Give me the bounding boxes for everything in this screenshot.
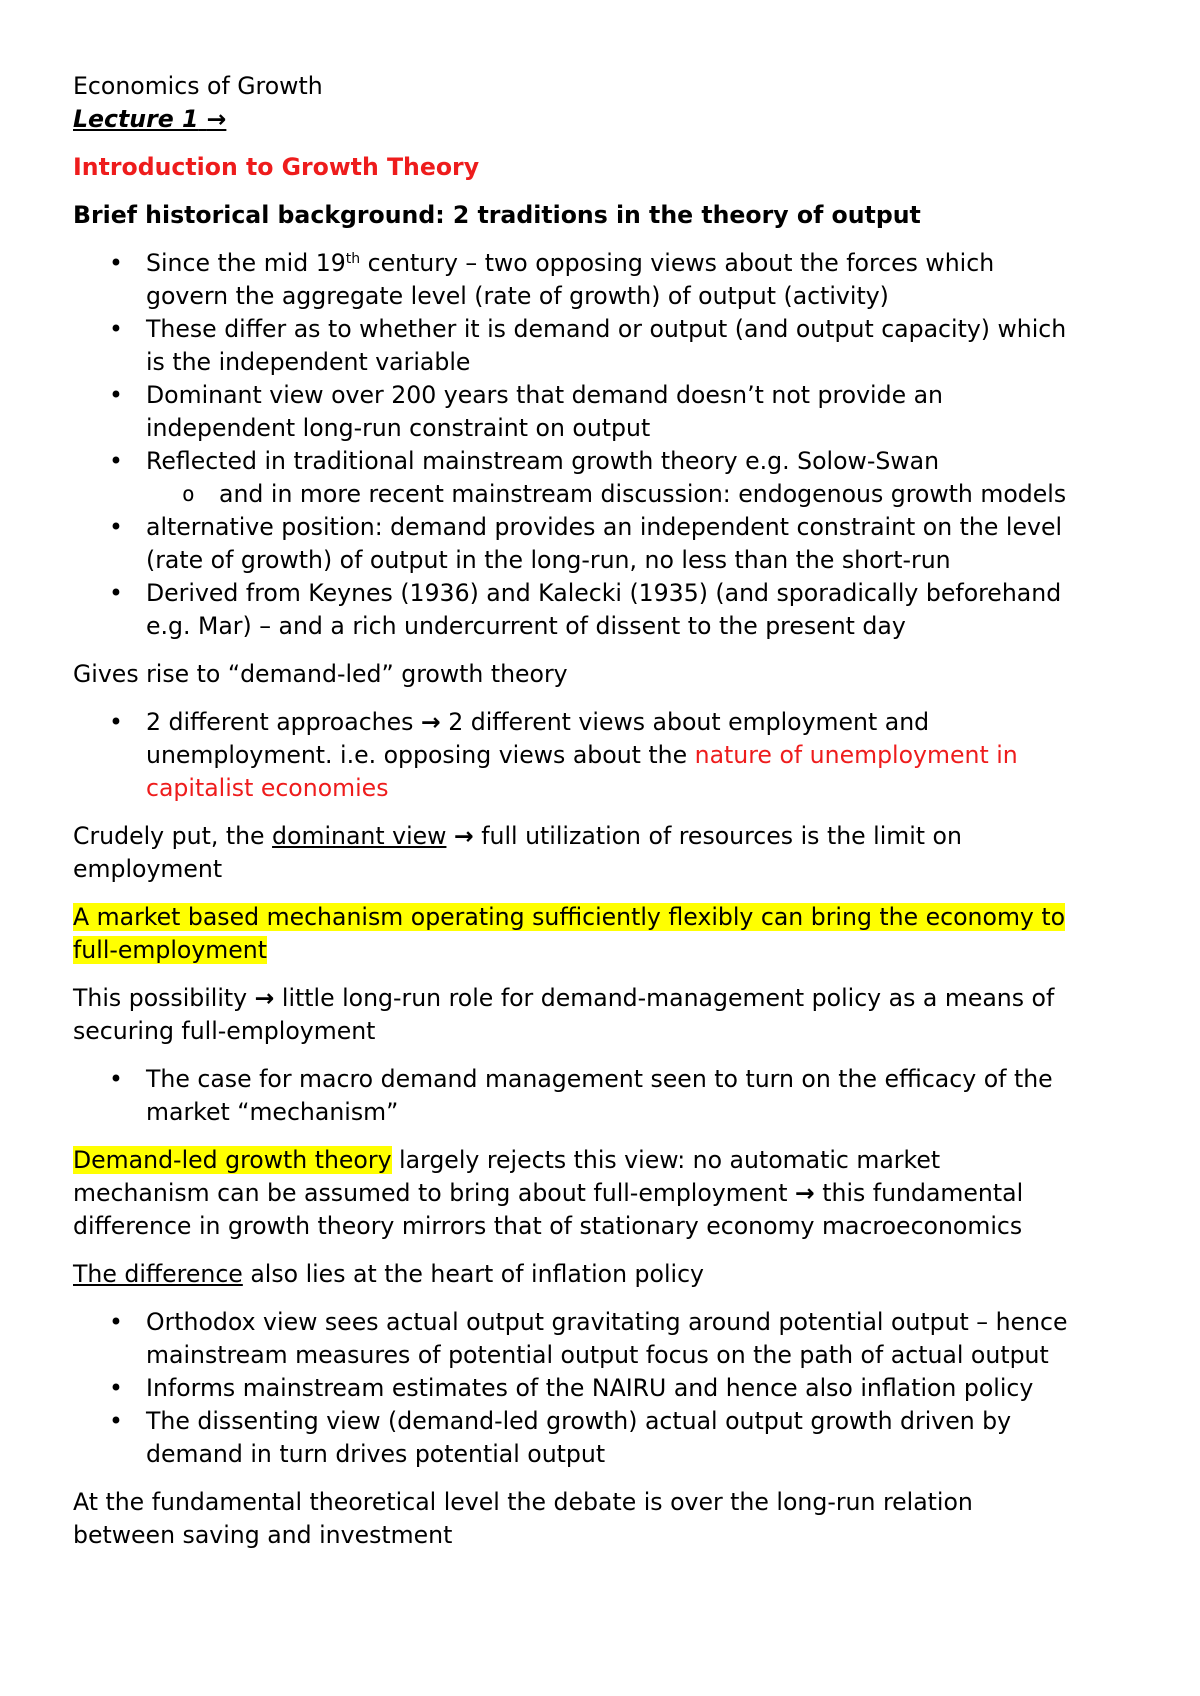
arrow-right-icon: →	[420, 708, 441, 736]
course-title: Economics of Growth	[73, 72, 323, 100]
list-item: • Since the mid 19th century – two opposing views about the forces which govern the aggregate level (rate of growth) of output (activity)	[109, 249, 995, 310]
arrow-right-icon: →	[794, 1179, 815, 1207]
list-item: • 2 different approaches → 2 different views about employment and unemployment. i.e. opposing views about the nature of unemployment in capitalist economies	[109, 708, 1018, 802]
arrow-right-icon: →	[254, 984, 275, 1012]
highlighted-text: A market based mechanism operating sufficiently flexibly can bring the economy to full-employment	[73, 903, 1066, 964]
highlighted-text: Demand-led growth theory	[73, 1146, 392, 1174]
list-item: • Informs mainstream estimates of the NAIRU and hence also inflation policy	[73, 1372, 1080, 1405]
page-title: Introduction to Growth Theory	[73, 153, 480, 181]
bullet-icon: •	[109, 315, 123, 343]
inflation-list	[73, 1306, 1080, 1471]
bullet-icon: •	[109, 381, 123, 409]
market-mechanism-paragraph	[73, 901, 1080, 967]
sub-list-item: o and in more recent mainstream discussion: endogenous growth models	[146, 478, 1080, 511]
demand-led-paragraph: Gives rise to “demand-led” growth theory	[73, 660, 568, 688]
bullet-icon: •	[109, 1065, 123, 1093]
management-list	[73, 1063, 1080, 1129]
circle-bullet-icon: o	[182, 482, 195, 506]
list-item: • Dominant view over 200 years that demand doesn’t not provide an independent long-run constraint on output	[109, 381, 944, 442]
difference-paragraph: The difference also lies at the heart of inflation policy	[73, 1260, 705, 1288]
bullet-icon: •	[109, 579, 123, 607]
arrow-right-icon: →	[206, 105, 227, 133]
list-item: • alternative position: demand provides an independent constraint on the level (rate of growth) of output in the long-run, no less than the short-run	[109, 513, 1063, 574]
list-item: • The case for macro demand management seen to turn on the efficacy of the market “mechanism”	[109, 1065, 1053, 1126]
approaches-list	[73, 706, 1080, 805]
sub-list	[146, 478, 1080, 511]
rejects-paragraph: Demand-led growth theory largely rejects this view: no automatic market mechanism can be assumed to bring about full-employment → this fundamental difference in growth theory mirrors that of stationary economy macroeconomics	[73, 1146, 1024, 1240]
list-item: • These differ as to whether it is demand or output (and output capacity) which is the independent variable	[109, 315, 1067, 376]
possibility-paragraph: This possibility → little long-run role for demand-management policy as a means of securing full-employment	[73, 984, 1055, 1045]
bullet-icon: •	[109, 249, 123, 277]
bullet-icon: •	[109, 1407, 123, 1435]
conclusion-paragraph: At the fundamental theoretical level the debate is over the long-run relation between saving and investment	[73, 1488, 973, 1549]
list-item: • The dissenting view (demand-led growth) actual output growth driven by demand in turn drives potential output	[109, 1407, 1012, 1468]
bullet-icon: •	[109, 1374, 123, 1402]
bullet-icon: •	[109, 447, 123, 475]
list-item: • Reflected in traditional mainstream growth theory e.g. Solow-Swan o and in more recent mainstream discussion: endogenous growth models	[73, 445, 1080, 511]
list-item: • Orthodox view sees actual output gravitating around potential output – hence mainstream measures of potential output focus on the path of actual output	[109, 1308, 1068, 1369]
arrow-right-icon: →	[453, 822, 474, 850]
crudely-paragraph: Crudely put, the dominant view → full utilization of resources is the limit on employment	[73, 822, 962, 883]
section-heading: Brief historical background: 2 traditions in the theory of output	[73, 201, 921, 229]
bullet-icon: •	[109, 513, 123, 541]
lecture-label: Lecture 1 →	[73, 105, 227, 133]
bullet-icon: •	[109, 708, 123, 736]
background-list	[73, 247, 1080, 643]
red-emphasis: nature of unemployment in capitalist economies	[146, 741, 1018, 802]
bullet-icon: •	[109, 1308, 123, 1336]
list-item: • Derived from Keynes (1936) and Kalecki (1935) (and sporadically beforehand e.g. Mar) – and a rich undercurrent of dissent to the present day	[109, 579, 1062, 640]
